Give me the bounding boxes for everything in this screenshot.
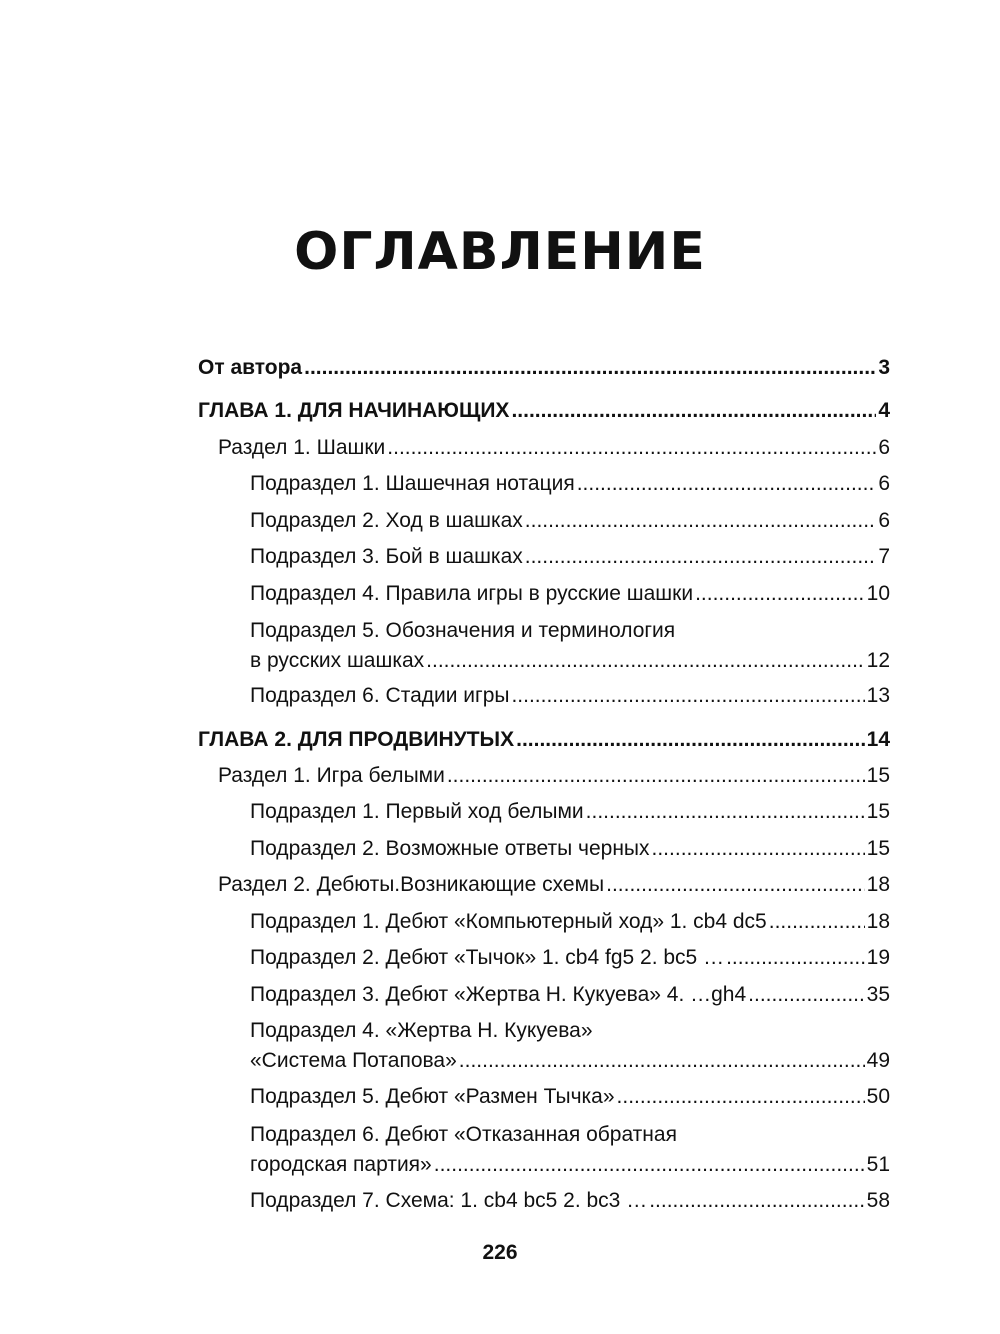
dot-leader bbox=[652, 834, 865, 864]
dot-leader bbox=[525, 542, 877, 572]
dot-leader bbox=[606, 870, 865, 900]
page-number: 226 bbox=[482, 1241, 518, 1264]
toc-entry-label: Подраздел 4. Правила игры в русские шашки bbox=[250, 582, 694, 605]
toc-entry-label: Подраздел 1. Шашечная нотация bbox=[250, 472, 575, 495]
toc-entry-label-line1: Подраздел 6. Дебют «Отказанная обратная bbox=[250, 1123, 677, 1146]
toc-entry-page: 6 bbox=[878, 509, 890, 532]
toc-entry-page: 18 bbox=[866, 873, 890, 896]
dot-leader bbox=[748, 980, 864, 1010]
toc-entry-label: Подраздел 2. Возможные ответы черных bbox=[250, 837, 650, 860]
toc-entry-ch1-sub-1[interactable] bbox=[250, 469, 890, 499]
dot-leader bbox=[447, 761, 865, 791]
toc-entry-label: в русских шашках bbox=[250, 649, 425, 672]
toc-entry-label: Подраздел 3. Бой в шашках bbox=[250, 545, 523, 568]
toc-entry-ch2-section-1[interactable] bbox=[218, 761, 890, 791]
dot-leader bbox=[586, 797, 865, 827]
dot-leader bbox=[304, 353, 876, 383]
toc-entry-page: 4 bbox=[878, 399, 890, 422]
toc-entry-ch1-sub-5[interactable] bbox=[250, 616, 890, 676]
page-title: ОГЛАВЛЕНИЕ bbox=[294, 222, 706, 282]
toc-entry-page: 49 bbox=[866, 1049, 890, 1072]
dot-leader bbox=[649, 1186, 864, 1216]
toc-entry-label: Раздел 1. Шашки bbox=[218, 436, 386, 459]
dot-leader bbox=[577, 469, 877, 499]
toc-entry-page: 58 bbox=[866, 1189, 890, 1212]
dot-leader bbox=[511, 681, 864, 711]
toc-entry-ch2-s1-sub-1[interactable] bbox=[250, 797, 890, 827]
toc-entry-ch2-s2-sub-6[interactable] bbox=[250, 1120, 890, 1180]
toc-entry-page: 19 bbox=[866, 946, 890, 969]
toc-entry-page: 7 bbox=[878, 545, 890, 568]
toc-entry-ch1-sub-3[interactable] bbox=[250, 542, 890, 572]
toc-entry-label: Подраздел 5. Дебют «Размен Тычка» bbox=[250, 1085, 615, 1108]
toc-entry-label: ГЛАВА 2. ДЛЯ ПРОДВИНУТЫХ bbox=[198, 728, 515, 751]
toc-entry-page: 14 bbox=[866, 728, 890, 751]
toc-entry-ch1-sub-6[interactable] bbox=[250, 681, 890, 711]
toc-entry-label: Подраздел 3. Дебют «Жертва Н. Кукуева» 4. …gh4 bbox=[250, 983, 747, 1006]
toc-entry-label: Раздел 2. Дебюты.Возникающие схемы bbox=[218, 873, 605, 896]
toc-entry-page: 6 bbox=[878, 472, 890, 495]
toc-entry-label: Подраздел 2. Ход в шашках bbox=[250, 509, 523, 532]
toc-entry-page: 3 bbox=[878, 356, 890, 379]
toc-entry-ch2-s2-sub-5[interactable] bbox=[250, 1082, 890, 1112]
toc-entry-page: 13 bbox=[866, 684, 890, 707]
toc-entry-label: городская партия» bbox=[250, 1153, 432, 1176]
dot-leader bbox=[426, 646, 864, 676]
toc-entry-ch2-s2-sub-7[interactable] bbox=[250, 1186, 890, 1216]
dot-leader bbox=[459, 1046, 865, 1076]
toc-entry-page: 15 bbox=[866, 764, 890, 787]
toc-entry-label-line1: Подраздел 5. Обозначения и терминология bbox=[250, 619, 676, 642]
dot-leader bbox=[511, 396, 876, 426]
dot-leader bbox=[434, 1150, 865, 1180]
toc-entry-chapter-1[interactable] bbox=[198, 396, 890, 426]
dot-leader bbox=[695, 579, 865, 609]
toc-entry-label: ГЛАВА 1. ДЛЯ НАЧИНАЮЩИХ bbox=[198, 399, 510, 422]
toc-entry-ch2-s2-sub-3[interactable] bbox=[250, 980, 890, 1010]
dot-leader bbox=[769, 907, 865, 937]
dot-leader bbox=[387, 433, 876, 463]
toc-entry-ch1-sub-2[interactable] bbox=[250, 506, 890, 536]
toc-entry-ch1-sub-4[interactable] bbox=[250, 579, 890, 609]
toc-entry-page: 35 bbox=[866, 983, 890, 1006]
toc-entry-page: 50 bbox=[866, 1085, 890, 1108]
toc-entry-label: От автора bbox=[198, 356, 303, 379]
toc-entry-from-author[interactable] bbox=[198, 353, 890, 383]
dot-leader bbox=[525, 506, 877, 536]
toc-entry-page: 10 bbox=[866, 582, 890, 605]
toc-entry-ch2-s2-sub-1[interactable] bbox=[250, 907, 890, 937]
toc-entry-label: Подраздел 2. Дебют «Тычок» 1. cb4 fg5 2. bc5 … bbox=[250, 946, 725, 969]
toc-entry-page: 15 bbox=[866, 800, 890, 823]
toc-entry-label: Раздел 1. Игра белыми bbox=[218, 764, 445, 787]
toc-entry-ch2-s2-sub-2[interactable] bbox=[250, 943, 890, 973]
dot-leader bbox=[726, 943, 865, 973]
toc-entry-label: «Система Потапова» bbox=[250, 1049, 457, 1072]
toc-entry-label: Подраздел 1. Дебют «Компьютерный ход» 1. cb4 dc5 bbox=[250, 910, 767, 933]
toc-entry-ch2-section-2[interactable] bbox=[218, 870, 890, 900]
dot-leader bbox=[617, 1082, 865, 1112]
toc-entry-page: 51 bbox=[866, 1153, 890, 1176]
dot-leader bbox=[516, 725, 865, 755]
toc-entry-label: Подраздел 6. Стадии игры bbox=[250, 684, 510, 707]
toc-entry-chapter-2[interactable] bbox=[198, 725, 890, 755]
toc-entry-ch2-s1-sub-2[interactable] bbox=[250, 834, 890, 864]
toc-entry-page: 6 bbox=[878, 436, 890, 459]
toc-entry-label-line1: Подраздел 4. «Жертва Н. Кукуева» bbox=[250, 1019, 593, 1042]
toc-entry-page: 18 bbox=[866, 910, 890, 933]
toc-entry-ch2-s2-sub-4[interactable] bbox=[250, 1016, 890, 1076]
toc-entry-page: 12 bbox=[866, 649, 890, 672]
toc-entry-label: Подраздел 1. Первый ход белыми bbox=[250, 800, 584, 823]
toc-entry-ch1-section-1[interactable] bbox=[218, 433, 890, 463]
toc-entry-label: Подраздел 7. Схема: 1. cb4 bc5 2. bc3 … bbox=[250, 1189, 648, 1212]
toc-entry-page: 15 bbox=[866, 837, 890, 860]
